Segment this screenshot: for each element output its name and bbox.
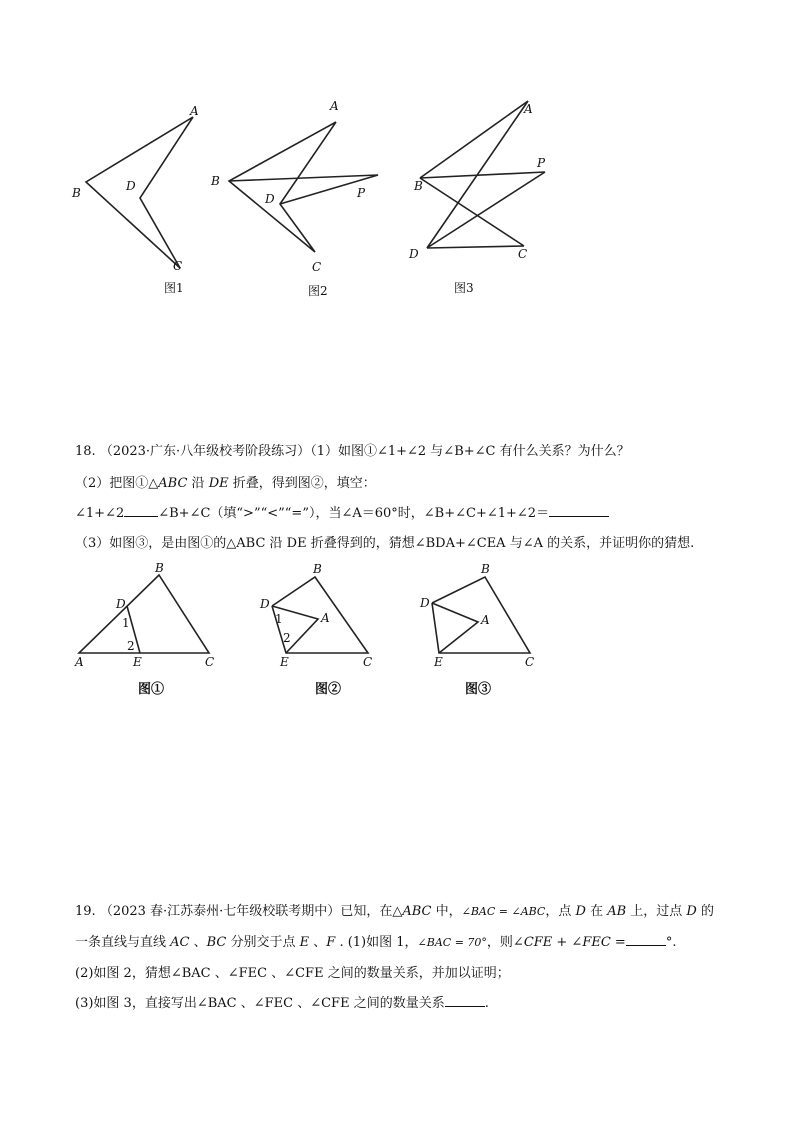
q19-line-2 bbox=[75, 933, 676, 953]
fc3-label-b: B bbox=[481, 562, 490, 576]
q19-line2-f-point: F bbox=[326, 935, 336, 950]
q19-line2-ac: AC bbox=[170, 935, 190, 950]
q18-line-1 bbox=[75, 442, 630, 462]
q19-line1-d2-point: D bbox=[686, 904, 697, 919]
fc2-label-a: A bbox=[321, 611, 330, 625]
q19-line-3 bbox=[75, 964, 510, 984]
fc2-label-c: C bbox=[363, 655, 373, 669]
fig3-label-a: A bbox=[524, 102, 533, 116]
fc2-label-d: D bbox=[260, 597, 270, 611]
q18-part2-de: DE bbox=[208, 476, 229, 491]
fc1-label-c: C bbox=[205, 655, 215, 669]
figure-2-quad bbox=[229, 122, 336, 252]
fc1-label-1: 1 bbox=[122, 616, 130, 630]
q19-blank-2[interactable] bbox=[445, 1006, 485, 1007]
figure-circled-3-svg bbox=[410, 560, 550, 705]
fig2-label-c: C bbox=[312, 260, 322, 274]
fc2-label-2: 2 bbox=[283, 631, 291, 645]
fc2-label-b: B bbox=[313, 562, 322, 576]
fig2-label-a: A bbox=[330, 99, 339, 113]
fig3-label-d: D bbox=[409, 247, 419, 261]
fig1-caption: 图1 bbox=[164, 281, 184, 295]
q19-source: （2023 春·江苏泰州·七年级校联考期中） bbox=[99, 904, 341, 919]
figure-3-line-dc bbox=[427, 246, 524, 248]
fc1-caption: 图① bbox=[138, 682, 165, 697]
fig1-label-d: D bbox=[126, 179, 136, 193]
figure-3-line-dp bbox=[427, 172, 545, 248]
fc2-label-1: 1 bbox=[275, 612, 283, 626]
q19-blank-1[interactable] bbox=[626, 945, 666, 946]
fig3-caption: 图3 bbox=[454, 281, 474, 295]
q19-line1-ab: AB bbox=[607, 904, 627, 919]
fc3-label-e: E bbox=[434, 655, 443, 669]
q18-part2-a: （2）把图①△ bbox=[75, 476, 159, 491]
fc1-label-d: D bbox=[116, 597, 126, 611]
q19-line1-f: 的 bbox=[696, 904, 714, 919]
figure-circled-2-svg bbox=[255, 560, 395, 705]
figure-1-quad bbox=[86, 117, 193, 268]
figure-2-svg bbox=[205, 95, 395, 305]
q19-line2-e-point: E bbox=[299, 935, 310, 950]
q19-line1-tri: △ABC bbox=[392, 904, 432, 919]
fc1-label-e: E bbox=[133, 655, 142, 669]
q18-part2-c: 折叠，得到图②，填空： bbox=[228, 476, 376, 491]
q19-line2-b: 、 bbox=[189, 935, 207, 950]
fc3-caption: 图③ bbox=[465, 682, 492, 697]
q19-line2-g: °. bbox=[665, 935, 677, 950]
q19-line1-a: 已知，在 bbox=[340, 904, 393, 919]
q18-part1: （1）如图①∠1+∠2 与∠B+∠C 有什么关系？为什么？ bbox=[310, 444, 630, 459]
q19-line2-d: 、 bbox=[309, 935, 327, 950]
figure-1-svg bbox=[60, 95, 220, 305]
q19-line-1 bbox=[75, 902, 714, 922]
q19-line2-angle: ∠BAC = 70° bbox=[417, 936, 487, 949]
q18-line-4 bbox=[75, 534, 694, 554]
figure-circled-2 bbox=[255, 560, 395, 705]
fc1-label-a: A bbox=[75, 655, 84, 669]
fc2-label-e: E bbox=[280, 655, 289, 669]
q18-blank-2[interactable] bbox=[549, 516, 609, 517]
figure-circled-3 bbox=[410, 560, 550, 705]
q19-line2-f: ，则 bbox=[486, 935, 513, 950]
q19-line3: (2)如图 2，猜想∠BAC 、∠FEC 、∠CFE 之间的数量关系，并加以证明； bbox=[75, 966, 510, 981]
figure-circled-1 bbox=[70, 560, 230, 705]
q19-line1-e: 上，过点 bbox=[626, 904, 687, 919]
fig2-caption: 图2 bbox=[308, 284, 328, 298]
figure-circled-1-triangle bbox=[79, 575, 209, 653]
fc3-label-a: A bbox=[481, 613, 490, 627]
fig1-label-a: A bbox=[190, 104, 199, 118]
q19-line1-d: 在 bbox=[585, 904, 608, 919]
fc1-label-2: 2 bbox=[127, 639, 135, 653]
figure-circled-3-fold bbox=[432, 603, 478, 653]
q18-number: 18. bbox=[75, 444, 96, 459]
q19-line2-a: 一条直线与直线 bbox=[75, 935, 171, 950]
q19-line1-eq: ∠BAC = ∠ABC bbox=[461, 905, 546, 918]
q19-line1-d-point: D bbox=[575, 904, 586, 919]
q18-line-3 bbox=[75, 504, 609, 524]
q18-line3-a: ∠1+∠2 bbox=[75, 506, 125, 521]
q19-line2-sum: ∠CFE + ∠FEC = bbox=[512, 935, 626, 950]
figure-3-line-bp bbox=[420, 172, 545, 178]
q19-line1-b: 中， bbox=[431, 904, 462, 919]
fc1-label-b: B bbox=[155, 561, 164, 575]
q19-line2-bc: BC bbox=[206, 935, 227, 950]
q18-part3: （3）如图③，是由图①的△ABC 沿 DE 折叠得到的，猜想∠BDA+∠CEA 与∠A 的关系，并证明你的猜想. bbox=[75, 536, 695, 551]
q19-line1-c: ，点 bbox=[545, 904, 576, 919]
fig2-label-p: P bbox=[357, 186, 366, 200]
fc3-label-c: C bbox=[525, 655, 535, 669]
fc3-label-d: D bbox=[420, 596, 430, 610]
q18-part2-abc: ABC bbox=[158, 476, 188, 491]
q18-blank-1[interactable] bbox=[124, 516, 158, 517]
fig3-label-c: C bbox=[518, 247, 528, 261]
figure-3-line-ba bbox=[420, 101, 528, 178]
figure-3-svg bbox=[400, 95, 570, 305]
figure-2-line-bp bbox=[229, 175, 378, 181]
q19-line4-a: (3)如图 3，直接写出∠BAC 、∠FEC 、∠CFE 之间的数量关系 bbox=[75, 996, 445, 1011]
q19-line2-c: 分别交于点 bbox=[226, 935, 300, 950]
q18-part2-b: 沿 bbox=[187, 476, 209, 491]
q18-source: （2023·广东·八年级校考阶段练习） bbox=[99, 444, 311, 459]
q18-line-2 bbox=[75, 474, 376, 494]
fc2-caption: 图② bbox=[315, 682, 342, 697]
fig1-label-c: C bbox=[173, 259, 183, 273]
fig2-label-d: D bbox=[265, 192, 275, 206]
fig2-label-b: B bbox=[211, 174, 220, 188]
q19-number: 19. bbox=[75, 904, 96, 919]
q18-line3-b: ∠B+∠C（填“>”“<”“=”），当∠A＝60°时，∠B+∠C+∠1+∠2＝ bbox=[158, 506, 550, 521]
fig1-label-b: B bbox=[72, 186, 81, 200]
q19-line-4 bbox=[75, 994, 489, 1014]
figure-3 bbox=[400, 95, 570, 305]
fig3-label-b: B bbox=[414, 179, 423, 193]
q19-line2-e: . (1)如图 1， bbox=[335, 935, 418, 950]
fig3-label-p: P bbox=[537, 156, 546, 170]
q19-line4-b: . bbox=[484, 996, 489, 1011]
figure-circled-1-svg bbox=[70, 560, 230, 705]
figure-1 bbox=[60, 95, 220, 305]
figure-2 bbox=[205, 95, 395, 305]
